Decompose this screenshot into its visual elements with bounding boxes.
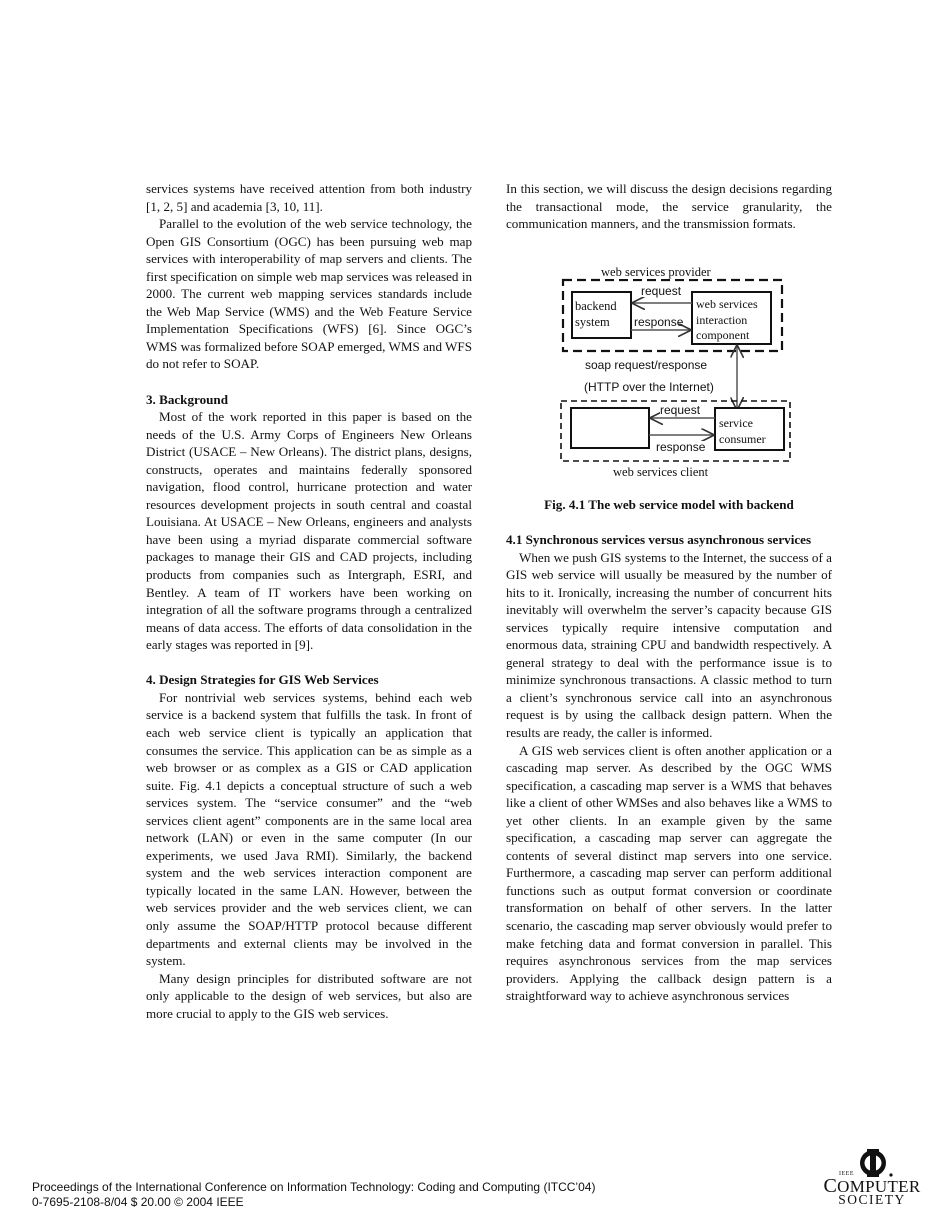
box-text: component <box>696 328 750 342</box>
box-text: web services <box>696 297 758 311</box>
box-text: system <box>575 315 610 329</box>
right-column-section-4-1 <box>506 531 832 1005</box>
box-text: service <box>719 416 753 430</box>
footer-proceedings: Proceedings of the International Conference on Information Technology: Coding and Computing (ITCC’04) <box>32 1180 596 1194</box>
box-text: interaction <box>696 312 748 327</box>
box-text <box>574 444 648 446</box>
client-label: web services client <box>613 465 709 479</box>
backend-system-box <box>575 298 631 338</box>
paragraph: Parallel to the evolution of the web service technology, the Open GIS Consortium (OGC) has been pursuing web map services with interoperability of map servers and clients. The first specification on simple web map services was released in 2000. The current web mapping services standards include the Web Map Service (WMS) and the Web Feature Service Implementation Specifications (WFS) [6]. Since OGC’s WMS was formalized before SOAP emerged, WMS and WFS do not refer to SOAP. <box>146 216 472 372</box>
section-heading-background: 3. Background <box>146 391 228 407</box>
ieee-text: IEEE <box>839 1171 854 1177</box>
provider-response-label: response <box>634 315 684 329</box>
paragraph: services systems have received attention from both industry [1, 2, 5] and academia [3, 10, 11]. <box>146 181 472 214</box>
paragraph: A GIS web services client is often another application or a cascading map server. As described by the OGC WMS specification, a cascading map server is a WMS that behaves like a client of other WMSes and also behaves like a WMS to yet other clients. In an example given by the same specification, a cascading map server can aggregate the contents of several distinct map servers into one service. Furthermore, a cascading map server can perform additional functions such as output format conversion or coordinate transformation on behalf of other servers. In the latter scenario, the cascading map server obviously would prefer to make fetching data and format conversion in parallel. This requires asynchronous services from the map services providers. Applying the callback design pattern is a straightforward way to achieve asynchronous services <box>506 742 832 1004</box>
paragraph: Most of the work reported in this paper is based on the needs of the U.S. Army Corps of Engineers New Orleans District (USACE – New Orleans). The district plans, designs, constructs, operates and maintains federally sponsored navigation, flood control, hurricane protection and water resources development projects in south central and coastal Louisiana. At USACE – New Orleans, engineers and analysts have been using a myriad disparate commercial software packages to manage their GIS and CAD projects, including products from companies such as Intergraph, ESRI, and Bentley. A team of IT workers have been working on integration of all the software programs through a centralized means of data access. The efforts of data consolidation in the early stages was reported in [9]. <box>146 409 472 653</box>
provider-request-label: request <box>641 284 682 298</box>
ieee-computer-society-logo <box>822 1148 922 1210</box>
paragraph: Many design principles for distributed software are not only applicable to the design of web services, but also are more crucial to apply to the GIS web services. <box>146 970 472 1021</box>
box-text: consumer <box>719 432 766 446</box>
right-column-intro <box>506 180 832 233</box>
service-consumer-box <box>719 415 783 449</box>
footer <box>32 1180 595 1209</box>
left-column <box>146 180 472 1022</box>
provider-label: web services provider <box>601 265 711 279</box>
client-agent-box <box>574 412 648 446</box>
box-text: backend <box>575 299 617 313</box>
interaction-component-box <box>696 297 770 342</box>
society-text: SOCIETY <box>838 1192 906 1207</box>
section-heading-synchronous: 4.1 Synchronous services versus asynchronous services <box>506 532 812 547</box>
paragraph: For nontrivial web services systems, behind each web service is a backend system that fulfills the task. In front of each web service client is typically an application that consumes the service. This application can be as simple as a web browser or as complex as a GIS or CAD application suite. Fig. 4.1 depicts a conceptual structure of such a web services system. The “service consumer” and the “web services client agent” components are in the same local area network (LAN) or even in the same computer (In our experiments, we used Java RMI). Similarly, the backend system and the web services interaction component are typically located in the same LAN. However, between the web services provider and the web services client, we can only assume the SOAP/HTTP protocol because different departments and external clients may be involved in the system. <box>146 689 472 969</box>
http-label: (HTTP over the Internet) <box>584 380 714 394</box>
client-response-label: response <box>656 440 706 454</box>
soap-label: soap request/response <box>585 358 708 372</box>
figure-web-service-model <box>555 263 795 488</box>
paragraph: When we push GIS systems to the Internet, the success of a GIS web service will usually be measured by the number of hits to it. Ironically, increasing the number of concurrent hits inevitably will overwhelm the server’s capacity because GIS services typically require intensive computation and enormous data, straining CPU and bandwidth respectively. A general strategy to deal with the performance issue is to minimize synchronous transactions. A classic method to turn a client’s synchronous service call into an asynchronous request is by using the callback design pattern. When the results are ready, the caller is informed. <box>506 549 832 741</box>
computer-initial: C <box>823 1175 838 1197</box>
footer-copyright: 0-7695-2108-8/04 $ 20.00 © 2004 IEEE <box>32 1194 244 1209</box>
section-heading-design-strategies: 4. Design Strategies for GIS Web Services <box>146 672 379 688</box>
computer-rest: OMPUTER <box>837 1177 921 1196</box>
client-request-label: request <box>660 403 701 417</box>
paragraph: In this section, we will discuss the design decisions regarding the transactional mode, the service granularity, the communication manners, and the transmission formats. <box>506 181 832 232</box>
figure-caption: Fig. 4.1 The web service model with backend <box>544 497 794 512</box>
